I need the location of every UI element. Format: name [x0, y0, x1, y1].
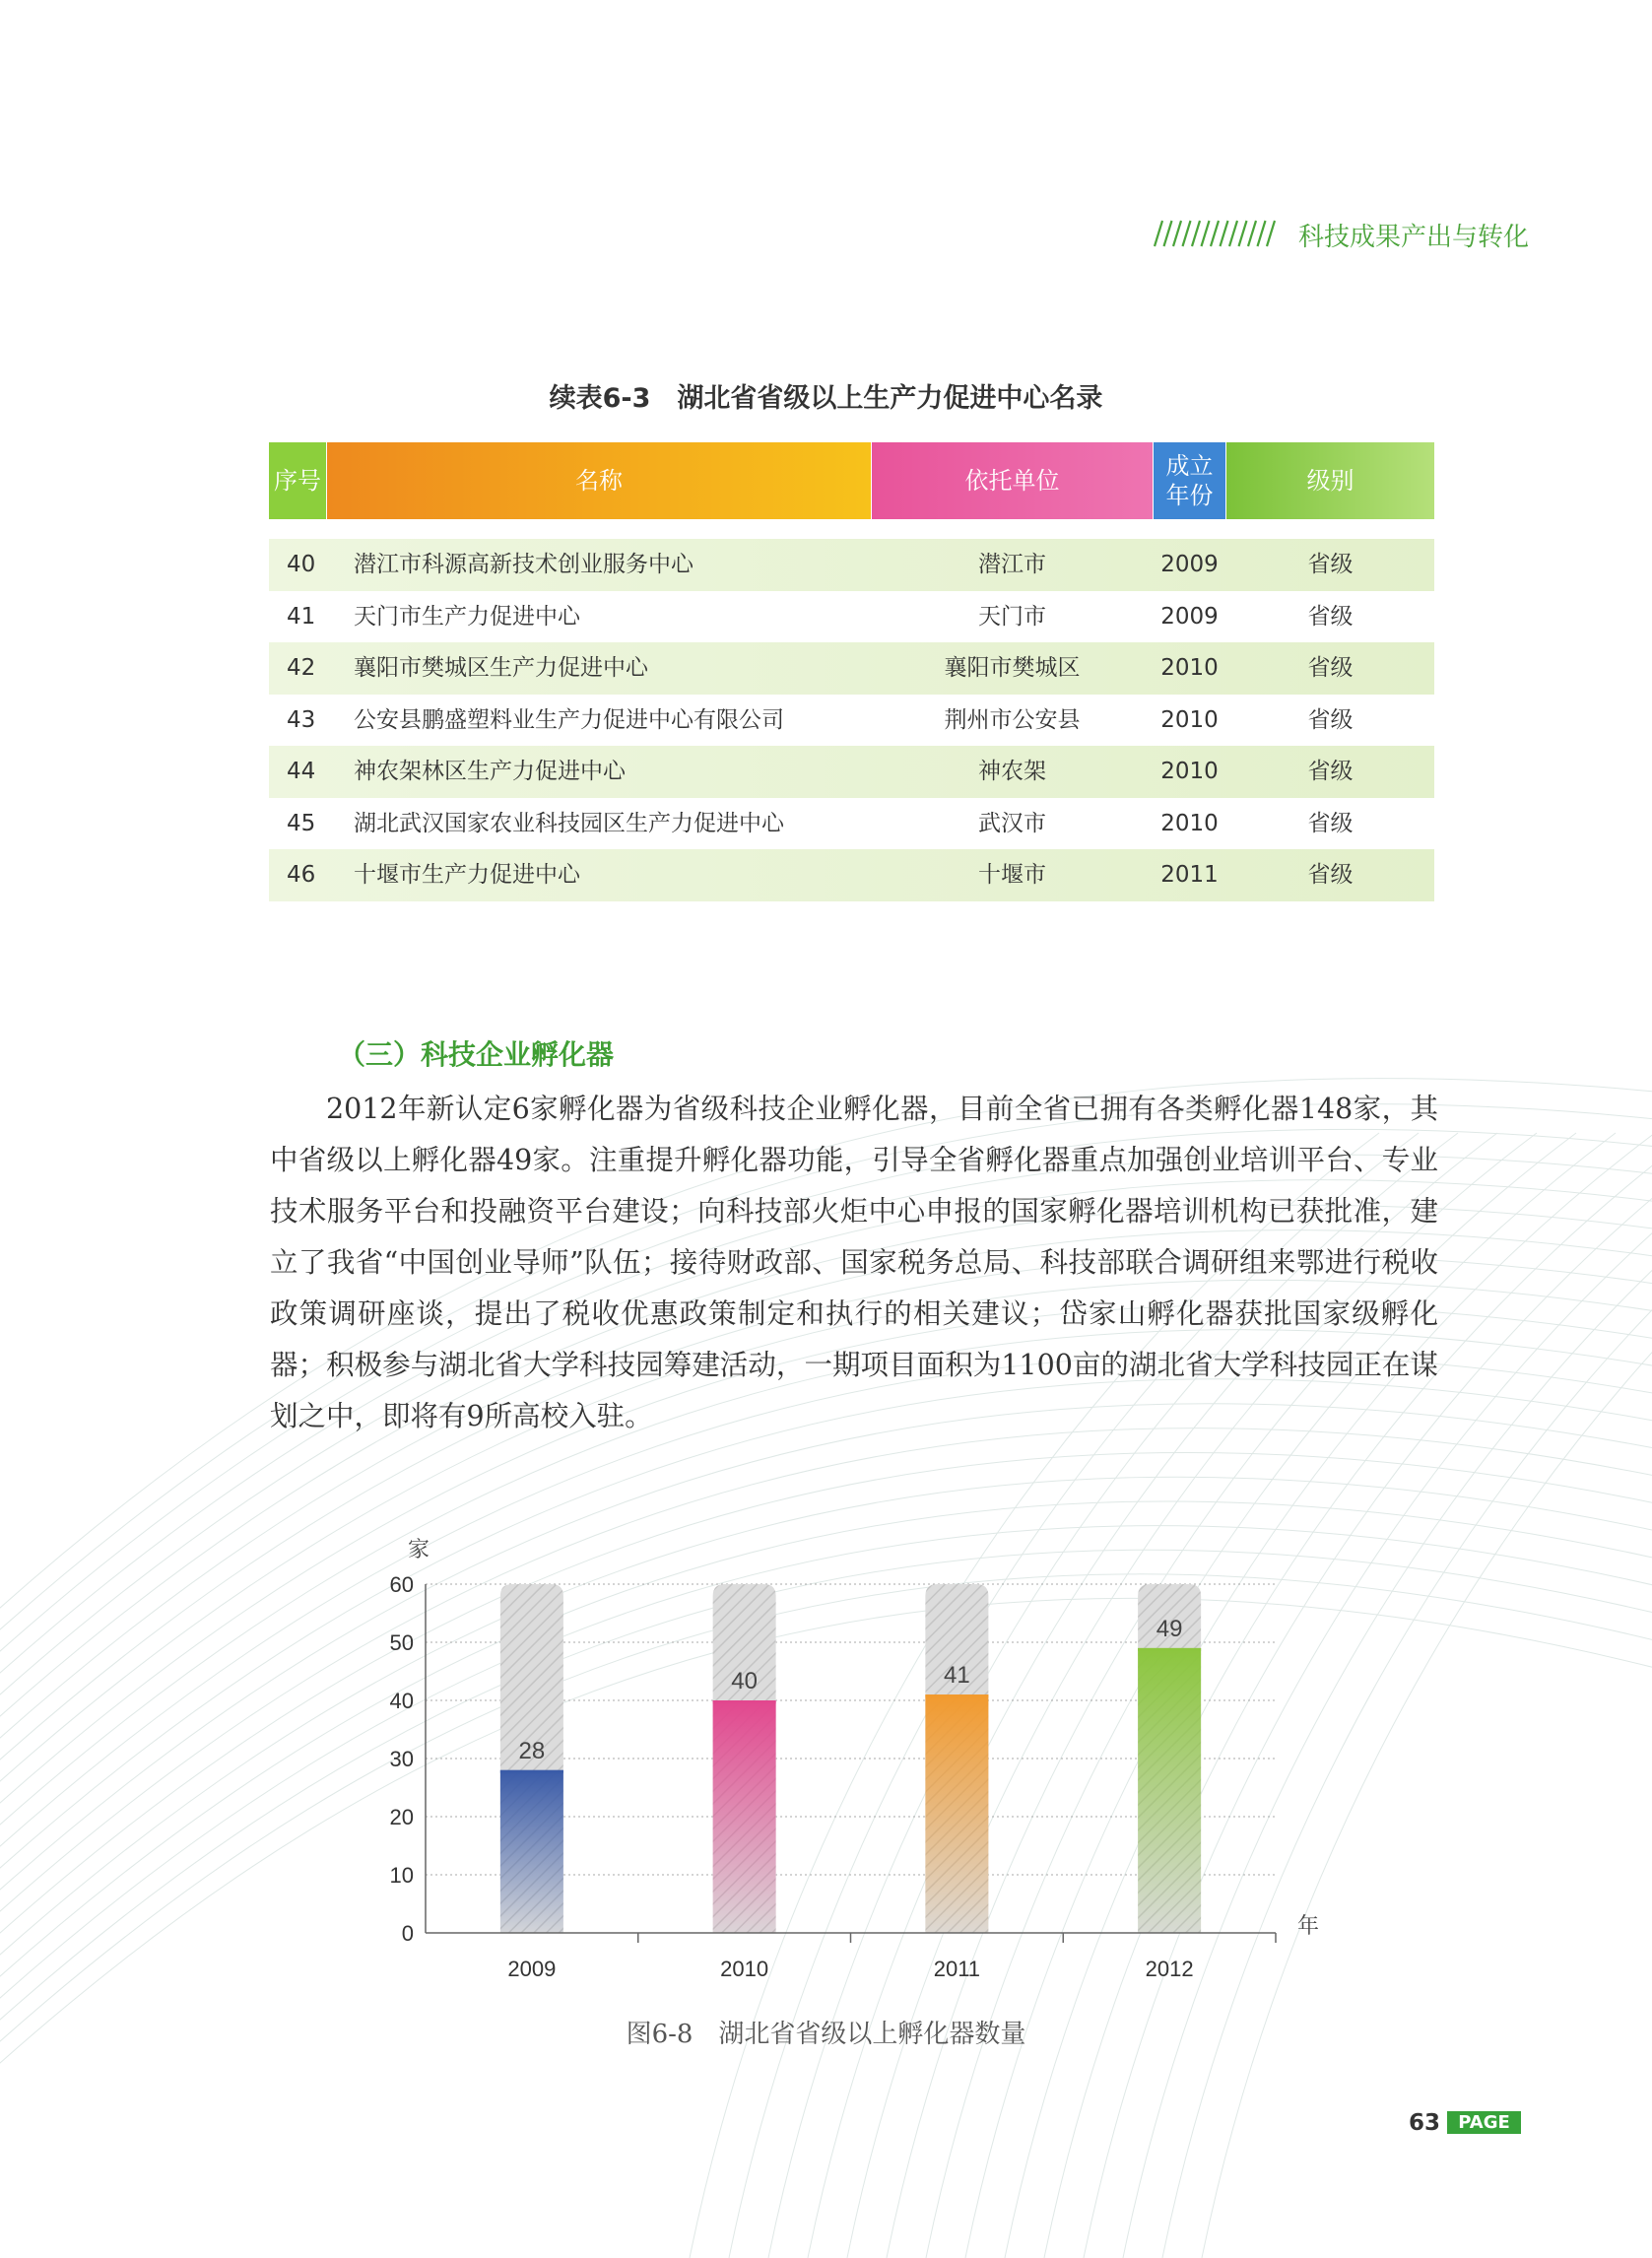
y-tick-label: 60	[389, 1572, 414, 1597]
y-tick-label: 50	[389, 1630, 414, 1655]
cell-seq: 42	[287, 655, 316, 681]
column-header-year	[1154, 442, 1225, 519]
cell-year: 2009	[1160, 552, 1219, 577]
cell-seq: 46	[287, 862, 316, 888]
column-header-year-line2: 年份	[1165, 482, 1214, 509]
cell-seq: 44	[287, 759, 316, 784]
x-tick-label: 2011	[933, 1957, 981, 1981]
column-header-year-line1: 成立	[1165, 452, 1214, 480]
cell-year: 2010	[1160, 759, 1219, 784]
table-row	[269, 746, 1434, 798]
column-header-name: 名称	[327, 442, 871, 519]
bar-2009	[500, 1770, 563, 1933]
cell-level: 省级	[1307, 810, 1354, 836]
page-number: 63	[1409, 2110, 1441, 2136]
cell-seq: 40	[287, 552, 316, 577]
y-tick-label: 30	[389, 1747, 414, 1771]
section-header-title: 科技成果产出与转化	[1298, 223, 1530, 252]
cell-seq: 41	[287, 603, 316, 630]
cell-dept: 襄阳市樊城区	[944, 655, 1081, 681]
cell-level: 省级	[1307, 655, 1354, 681]
table-body	[269, 539, 1434, 901]
bar-top-edge	[500, 1770, 563, 1773]
x-tick-label: 2009	[507, 1957, 557, 1981]
section-title: （三）科技企业孵化器	[338, 1038, 615, 1071]
cell-dept: 荆州市公安县	[944, 706, 1081, 733]
cell-year: 2011	[1160, 862, 1219, 888]
cell-name: 潜江市科源高新技术创业服务中心	[354, 552, 694, 577]
cell-name: 十堰市生产力促进中心	[354, 862, 580, 888]
figure-caption: 图6-8 湖北省省级以上孵化器数量	[626, 2020, 1026, 2049]
cell-level: 省级	[1307, 603, 1354, 630]
bar-2010	[713, 1700, 776, 1933]
table-row	[269, 539, 1434, 591]
section-body-text: 2012年新认定6家孵化器为省级科技企业孵化器，目前全省已拥有各类孵化器148家，其中省级以上孵化器49家。注重提升孵化器功能，引导全省孵化器重点加强创业培训平台、专业技术服务平台和投融资平台建设；向科技部火炬中心申报的国家孵化器培训机构已获批准，建立了我省“中国创业导师”队伍；接待财政部、国家税务总局、科技部联合调研组来鄂进行税收政策调研座谈，提出了税收优惠政策制定和执行的相关建议；岱家山孵化器获批国家级孵化器；积极参与湖北省大学科技园筹建活动，一期项目面积为1100亩的湖北省大学科技园正在谋划之中，即将有9所高校入驻。	[270, 1093, 1438, 1432]
bar-2012	[1138, 1648, 1201, 1933]
bar-value-label: 41	[944, 1662, 970, 1690]
bar-value-label: 49	[1156, 1615, 1183, 1642]
bar-top-edge	[713, 1700, 776, 1703]
header-stripes-icon	[1151, 219, 1277, 248]
cell-level: 省级	[1307, 759, 1354, 784]
table-row	[269, 642, 1434, 695]
cell-level: 省级	[1307, 862, 1354, 888]
column-header-dept: 依托单位	[872, 442, 1153, 519]
cell-year: 2010	[1160, 810, 1219, 836]
incubator-bar-chart	[374, 1527, 1320, 2010]
cell-seq: 43	[287, 706, 316, 733]
cell-name: 神农架林区生产力促进中心	[354, 759, 626, 784]
cell-dept: 潜江市	[978, 552, 1046, 577]
cell-dept: 十堰市	[978, 862, 1046, 888]
x-tick-label: 2012	[1145, 1957, 1194, 1981]
table-row	[269, 849, 1434, 901]
cell-year: 2010	[1160, 655, 1219, 681]
cell-dept: 天门市	[978, 603, 1046, 630]
y-axis-unit-label: 家	[407, 1538, 430, 1562]
y-tick-label: 40	[389, 1689, 414, 1713]
x-axis-unit-label: 年	[1296, 1914, 1320, 1939]
bar-top-edge	[1138, 1648, 1201, 1651]
cell-name: 天门市生产力促进中心	[354, 603, 580, 630]
cell-year: 2010	[1160, 706, 1219, 733]
table-row	[269, 591, 1434, 643]
bar-value-label: 28	[518, 1737, 546, 1764]
bar-top-edge	[925, 1694, 988, 1697]
bar-value-label: 40	[731, 1668, 758, 1694]
x-tick-label: 2010	[720, 1957, 769, 1981]
bar-2011	[925, 1694, 988, 1933]
cell-seq: 45	[287, 810, 316, 836]
y-tick-label: 10	[389, 1863, 414, 1888]
cell-year: 2009	[1160, 603, 1219, 630]
cell-dept: 武汉市	[978, 810, 1046, 836]
page-label-badge: PAGE	[1447, 2111, 1521, 2134]
column-header-level: 级别	[1226, 442, 1434, 519]
cell-name: 湖北武汉国家农业科技园区生产力促进中心	[354, 810, 784, 836]
table-row	[269, 798, 1434, 850]
cell-name: 公安县鹏盛塑料业生产力促进中心有限公司	[354, 706, 784, 733]
table-row	[269, 695, 1434, 747]
y-tick-label: 0	[401, 1921, 414, 1946]
cell-level: 省级	[1307, 552, 1354, 577]
table-caption: 续表6-3 湖北省省级以上生产力促进中心名录	[549, 383, 1103, 414]
y-tick-label: 20	[389, 1805, 414, 1829]
cell-level: 省级	[1307, 706, 1354, 733]
cell-dept: 神农架	[978, 759, 1046, 784]
cell-name: 襄阳市樊城区生产力促进中心	[354, 655, 648, 681]
column-header-seq: 序号	[269, 442, 326, 519]
